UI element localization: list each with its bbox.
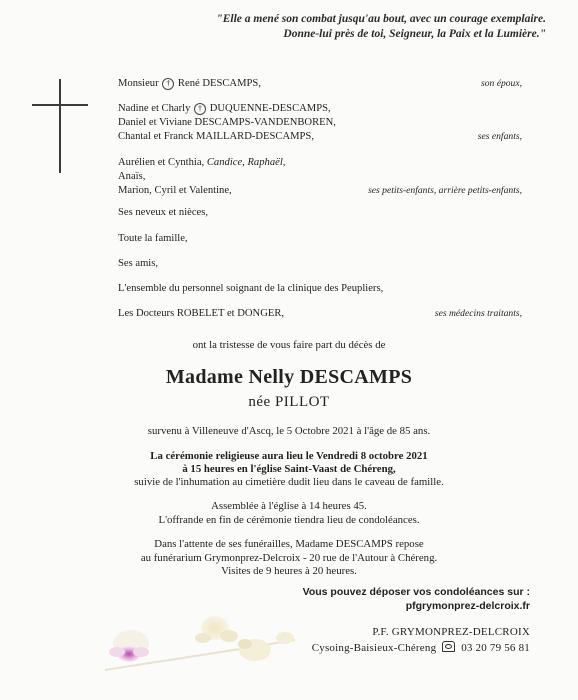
child-3: Chantal et Franck MAILLARD-DESCAMPS, <box>118 131 314 142</box>
grandchild-3: Marion, Cyril et Valentine, <box>118 185 232 196</box>
child-1-last: DUQUENNE-DESCAMPS, <box>209 103 331 114</box>
doctors-block <box>118 307 522 321</box>
quote-line-2: Donne-lui près de toi, Seigneur, la Paix et la Lumière." <box>283 28 546 40</box>
staff-line: L'ensemble du personnel soignant de la clinique des Peupliers, <box>118 283 384 294</box>
assembly-info <box>0 499 578 527</box>
condolences-block <box>303 585 530 613</box>
funeral-line-3: Visites de 9 heures à 20 heures. <box>221 565 357 577</box>
funeral-line-1: Dans l'attente de ses funérailles, Madame DESCAMPS repose <box>154 538 424 550</box>
maiden-name: née PILLOT <box>248 394 330 410</box>
grandchild-2: Anaïs, <box>118 171 146 182</box>
phone-icon <box>442 641 455 652</box>
child-2: Daniel et Viviane DESCAMPS-VANDENBOREN, <box>118 117 336 128</box>
funeral-director-name: P.F. GRYMONPREZ-DELCROIX <box>372 626 530 638</box>
orchid-decoration <box>95 600 300 690</box>
condolences-link[interactable]: pfgrymonprez-delcroix.fr <box>405 600 530 612</box>
assembly-line-2: L'offrande en fin de cérémonie tiendra lieu de condoléances. <box>158 514 420 526</box>
epigraph-quote <box>126 12 546 42</box>
announcement: ont la tristesse de vous faire part du décès de <box>192 339 386 351</box>
grandchild-1: Aurélien et Cynthia, <box>118 157 205 168</box>
spouse-block <box>118 77 522 91</box>
funeral-home-info <box>0 538 578 579</box>
deceased-name: Madame Nelly DESCAMPS <box>165 366 413 388</box>
friends-line: Ses amis, <box>118 258 159 269</box>
child-1-first: Nadine et Charly <box>118 103 191 114</box>
funeral-director <box>312 624 530 656</box>
funeral-director-phone: 03 20 79 56 81 <box>461 642 530 654</box>
great-grandchildren: Candice, Raphaël, <box>206 157 286 168</box>
condolences-text: Vous pouvez déposer vos condoléances sur : <box>302 586 530 598</box>
cross-icon <box>59 79 61 173</box>
quote-line-1: "Elle a mené son combat jusqu'au bout, avec un courage exemplaire. <box>216 13 546 25</box>
spouse-title: Monsieur <box>118 78 159 89</box>
deceased-dagger-icon: † <box>194 103 206 115</box>
doctors-role: ses médecins traitants, <box>434 308 522 319</box>
spouse-name: René DESCAMPS, <box>177 78 261 89</box>
ceremony-line-2: à 15 heures en l'église Saint-Vaast de Chéreng, <box>182 463 396 475</box>
grandchildren-role: ses petits-enfants, arrière petits-enfants, <box>368 185 522 196</box>
assembly-line-1: Assemblée à l'église à 14 heures 45. <box>211 500 367 512</box>
ceremony-line-1: La cérémonie religieuse aura lieu le Vendredi 8 octobre 2021 <box>150 450 428 462</box>
funeral-director-city: Cysoing-Baisieux-Chéreng <box>311 642 437 654</box>
family-line: Toute la famille, <box>118 233 188 244</box>
cross-icon-bar <box>32 104 88 106</box>
ceremony-info <box>0 450 578 489</box>
spouse-role: son époux, <box>480 78 522 89</box>
death-info: survenu à Villeneuve d'Ascq, le 5 Octobre 2021 à l'âge de 85 ans. <box>147 425 431 437</box>
funeral-line-2: au funérarium Grymonprez-Delcroix - 20 rue de l'Autour à Chéreng. <box>140 551 438 564</box>
grandchildren-block <box>118 156 522 198</box>
children-block <box>118 102 522 144</box>
deceased-dagger-icon: † <box>162 78 174 90</box>
nephews-line: Ses neveux et nièces, <box>118 207 209 218</box>
ceremony-line-3: suivie de l'inhumation au cimetière dudit lieu dans le caveau de famille. <box>134 476 444 488</box>
doctors-line: Les Docteurs ROBELET et DONGER, <box>118 308 285 319</box>
children-role: ses enfants, <box>477 131 522 142</box>
